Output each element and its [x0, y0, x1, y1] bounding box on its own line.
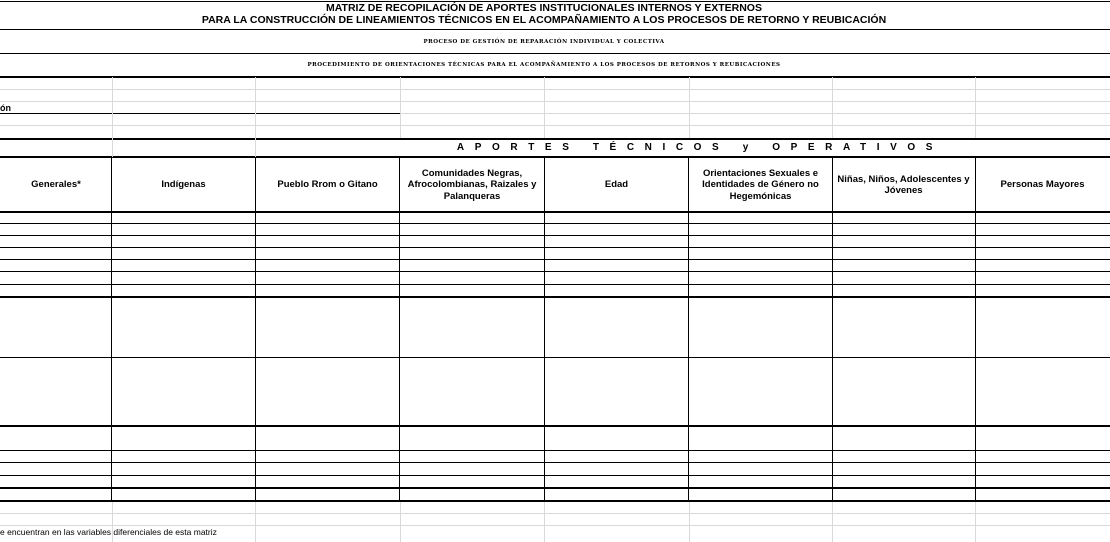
table-row: [0, 462, 1110, 463]
form-field-label: ón: [0, 103, 11, 113]
matrix-title-line1: MATRIZ DE RECOPILACIÓN DE APORTES INSTITUCIONALES INTERNOS Y EXTERNOS: [326, 2, 762, 14]
footnote: e encuentran en las variables diferenciales de esta matriz: [0, 527, 217, 537]
table-row: [0, 259, 1110, 260]
section-title: APORTES TÉCNICOS y OPERATIVOS: [456, 142, 944, 153]
procedure-name: PROCEDIMIENTO DE ORIENTACIONES TÉCNICAS PARA EL ACOMPAÑAMIENTO A LOS PROCESOS DE RETORNOS Y REUBICACIONES: [307, 62, 781, 68]
table-row: [0, 357, 1110, 358]
table-row: [0, 247, 1110, 248]
table-row: [0, 425, 1110, 427]
table-row: [0, 235, 1110, 236]
column-header-personas-mayores[interactable]: Personas Mayores: [1000, 179, 1085, 191]
table-row: [0, 475, 1110, 476]
matrix-title-line2: PARA LA CONSTRUCCIÓN DE LINEAMIENTOS TÉCNICOS EN EL ACOMPAÑAMIENTO A LOS PROCESOS DE RETORNO Y REUBICACIÓN: [201, 14, 887, 26]
table-row: [0, 500, 1110, 502]
column-header-indigenas[interactable]: Indígenas: [161, 179, 206, 191]
column-header-edad[interactable]: Edad: [604, 179, 629, 191]
process-name: PROCESO DE GESTIÓN DE REPARACIÓN INDIVIDUAL Y COLECTIVA: [423, 39, 665, 45]
column-header-pueblo-rrom[interactable]: Pueblo Rrom o Gitano: [277, 179, 378, 191]
column-header-ninas-ninos[interactable]: Niñas, Niños, Adolescentes y Jóvenes: [837, 173, 970, 196]
table-row: [0, 450, 1110, 451]
column-header-comunidades-negras[interactable]: Comunidades Negras, Afrocolombianas, Raizales y Palanqueras: [407, 167, 537, 202]
table-row: [0, 296, 1110, 298]
table-row: [0, 271, 1110, 272]
column-header-generales[interactable]: Generales*: [31, 179, 81, 191]
table-row: [0, 223, 1110, 224]
table-row: [0, 284, 1110, 285]
column-header-orientaciones-sexuales[interactable]: Orientaciones Sexuales e Identidades de Género no Hegemónicas: [702, 167, 819, 202]
table-row: [0, 487, 1110, 489]
